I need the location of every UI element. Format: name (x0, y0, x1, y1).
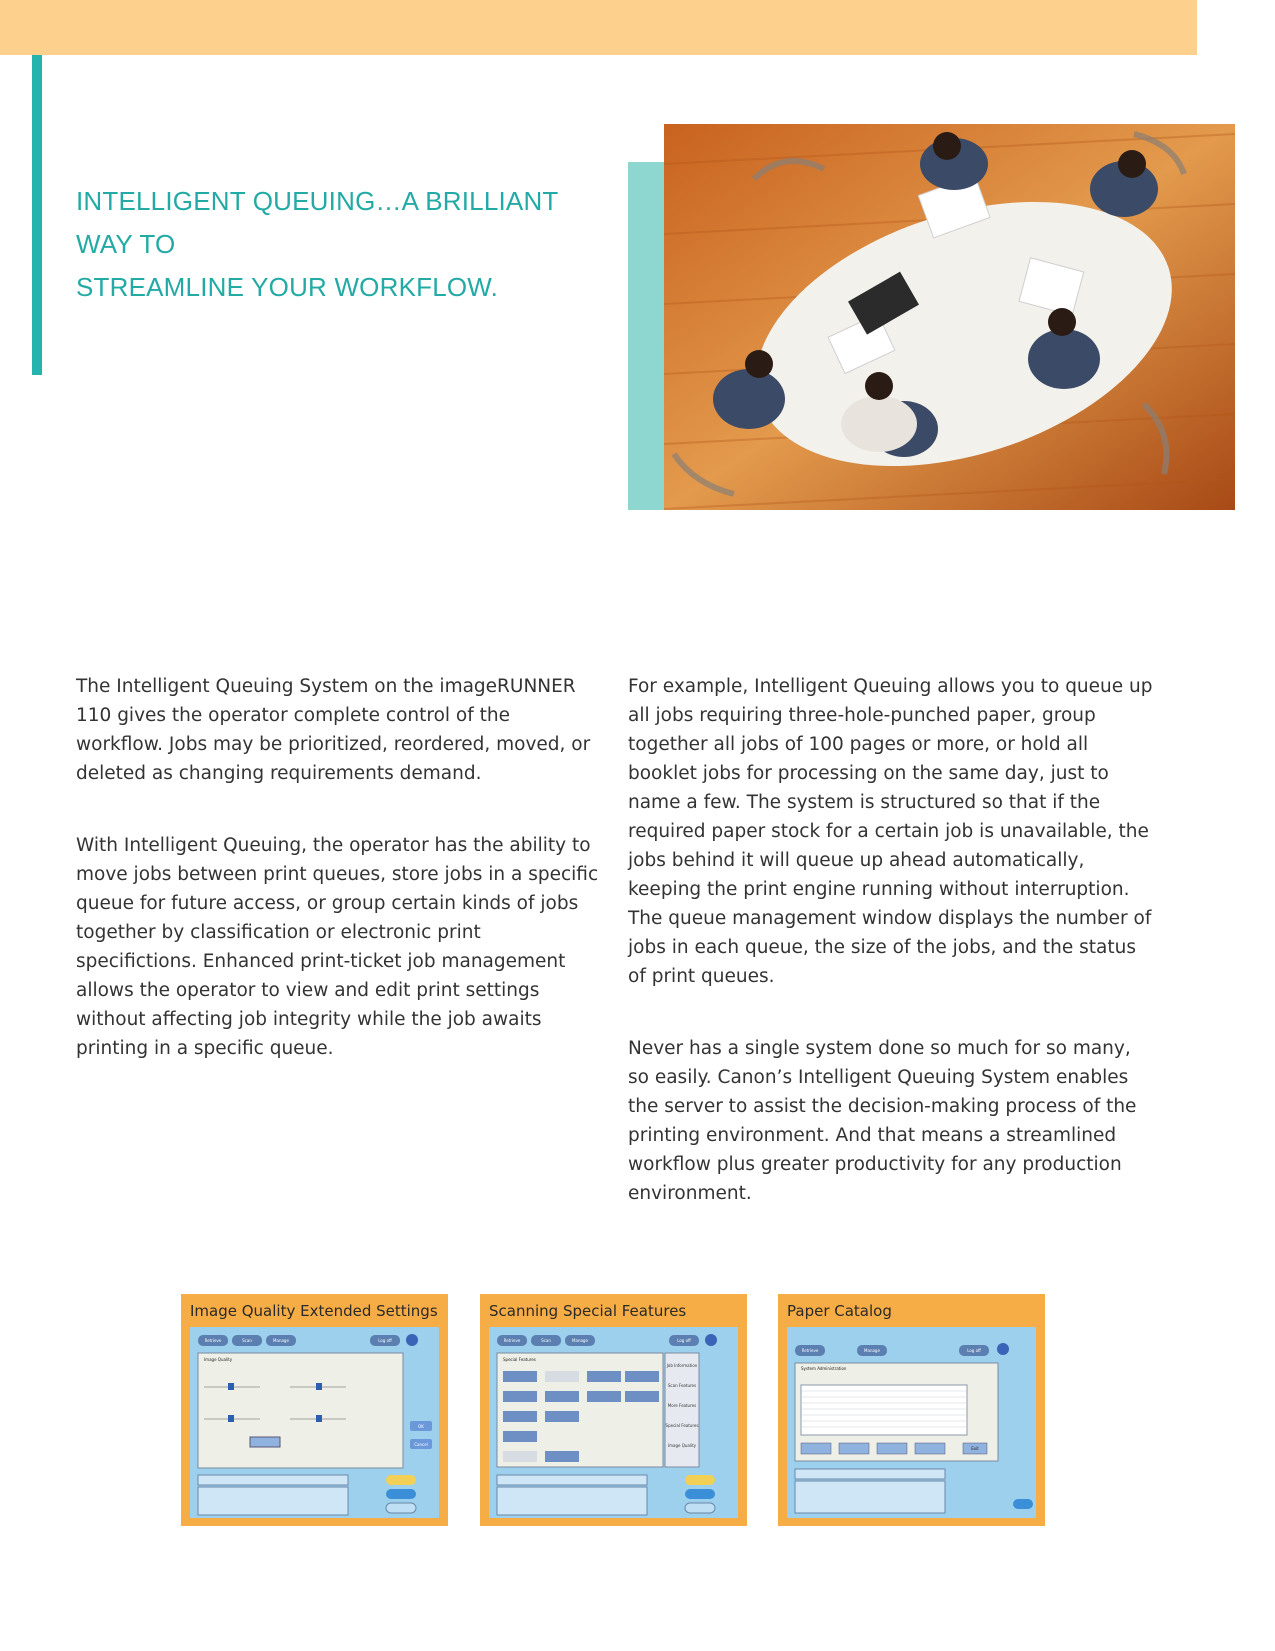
logoff-label: Log off (967, 1348, 981, 1353)
nav-label: Manage (273, 1338, 289, 1343)
panel-title: Special Features (503, 1357, 536, 1362)
thumbnail-screen (190, 1327, 439, 1518)
panel-title: System Administration (801, 1366, 847, 1371)
headline (76, 180, 616, 309)
side-button-label: Exit (971, 1446, 979, 1451)
meeting-photo-icon (664, 124, 1235, 510)
side-tab-label: Scan Features (667, 1383, 697, 1388)
body-column-right (628, 672, 1153, 1251)
left-accent-rule (32, 55, 42, 375)
logoff-label: Log off (677, 1338, 691, 1343)
side-button-label: OK (418, 1424, 424, 1429)
thumbnail-title: Scanning Special Features (489, 1302, 687, 1320)
meeting-photo (664, 124, 1235, 510)
side-tab-label: More Features (667, 1403, 697, 1408)
side-button-label: Cancel (414, 1442, 428, 1447)
logoff-label: Log off (378, 1338, 392, 1343)
headline-line-1: INTELLIGENT QUEUING…A BRILLIANT WAY TO (76, 186, 559, 259)
top-color-band (0, 0, 1197, 55)
nav-label: Scan (242, 1338, 252, 1343)
body-paragraph: Never has a single system done so much for so many, so easily. Canon’s Intelligent Queuing System enables the server to assist the decision-making process of the printing environment. And that means a streamlined workflow plus greater productivity for any production environment. (628, 1038, 1137, 1204)
nav-label: Scan (541, 1338, 551, 1343)
nav-label: Retrieve (801, 1348, 819, 1353)
thumbnail-screen (787, 1327, 1036, 1518)
thumbnail-title: Paper Catalog (787, 1302, 892, 1320)
side-tab-label: Image Quality (667, 1443, 697, 1448)
thumbnail-screen (489, 1327, 738, 1518)
headline-line-2: STREAMLINE YOUR WORKFLOW. (76, 272, 499, 302)
thumbnail-scanning-special-features (480, 1294, 747, 1526)
help-icon (705, 1334, 717, 1346)
body-paragraph: With Intelligent Queuing, the operator has the ability to move jobs between print queues, store jobs in a specific queue for future access, or group certain kinds of jobs together by classification or electronic print specifictions. Enhanced print-ticket job management allows the operator to view and edit print settings without affecting job integrity while the job awaits printing in a specific queue. (76, 835, 599, 1059)
thumbnail-image-quality (181, 1294, 448, 1526)
side-tab-label: Job Information (666, 1363, 698, 1368)
settings-panel (198, 1353, 403, 1468)
help-icon (997, 1343, 1009, 1355)
settings-panel (497, 1353, 663, 1467)
body-paragraph: The Intelligent Queuing System on the imageRUNNER 110 gives the operator complete control of the workflow. Jobs may be prioritized, reordered, moved, or deleted as changing requirements demand. (76, 676, 591, 784)
nav-label: Retrieve (204, 1338, 222, 1343)
nav-label: Manage (572, 1338, 588, 1343)
thumbnail-paper-catalog (778, 1294, 1045, 1526)
body-paragraph: For example, Intelligent Queuing allows you to queue up all jobs requiring three-hole-punched paper, group together all jobs of 100 pages or more, or hold all booklet jobs for processing on the same day, just to name a few. The system is structured so that if the required paper stock for a certain job is unavailable, the jobs behind it will queue up ahead automatically, keeping the print engine running without interruption. The queue management window displays the number of jobs in each queue, the size of the jobs, and the status of print queues. (628, 676, 1153, 987)
nav-label: Retrieve (503, 1338, 521, 1343)
side-tab-label: Special Features (665, 1423, 699, 1428)
nav-label: Manage (864, 1348, 880, 1353)
body-column-left (76, 672, 601, 1106)
thumbnail-title: Image Quality Extended Settings (190, 1302, 438, 1320)
panel-title: Image Quality (204, 1357, 233, 1362)
help-icon (406, 1334, 418, 1346)
